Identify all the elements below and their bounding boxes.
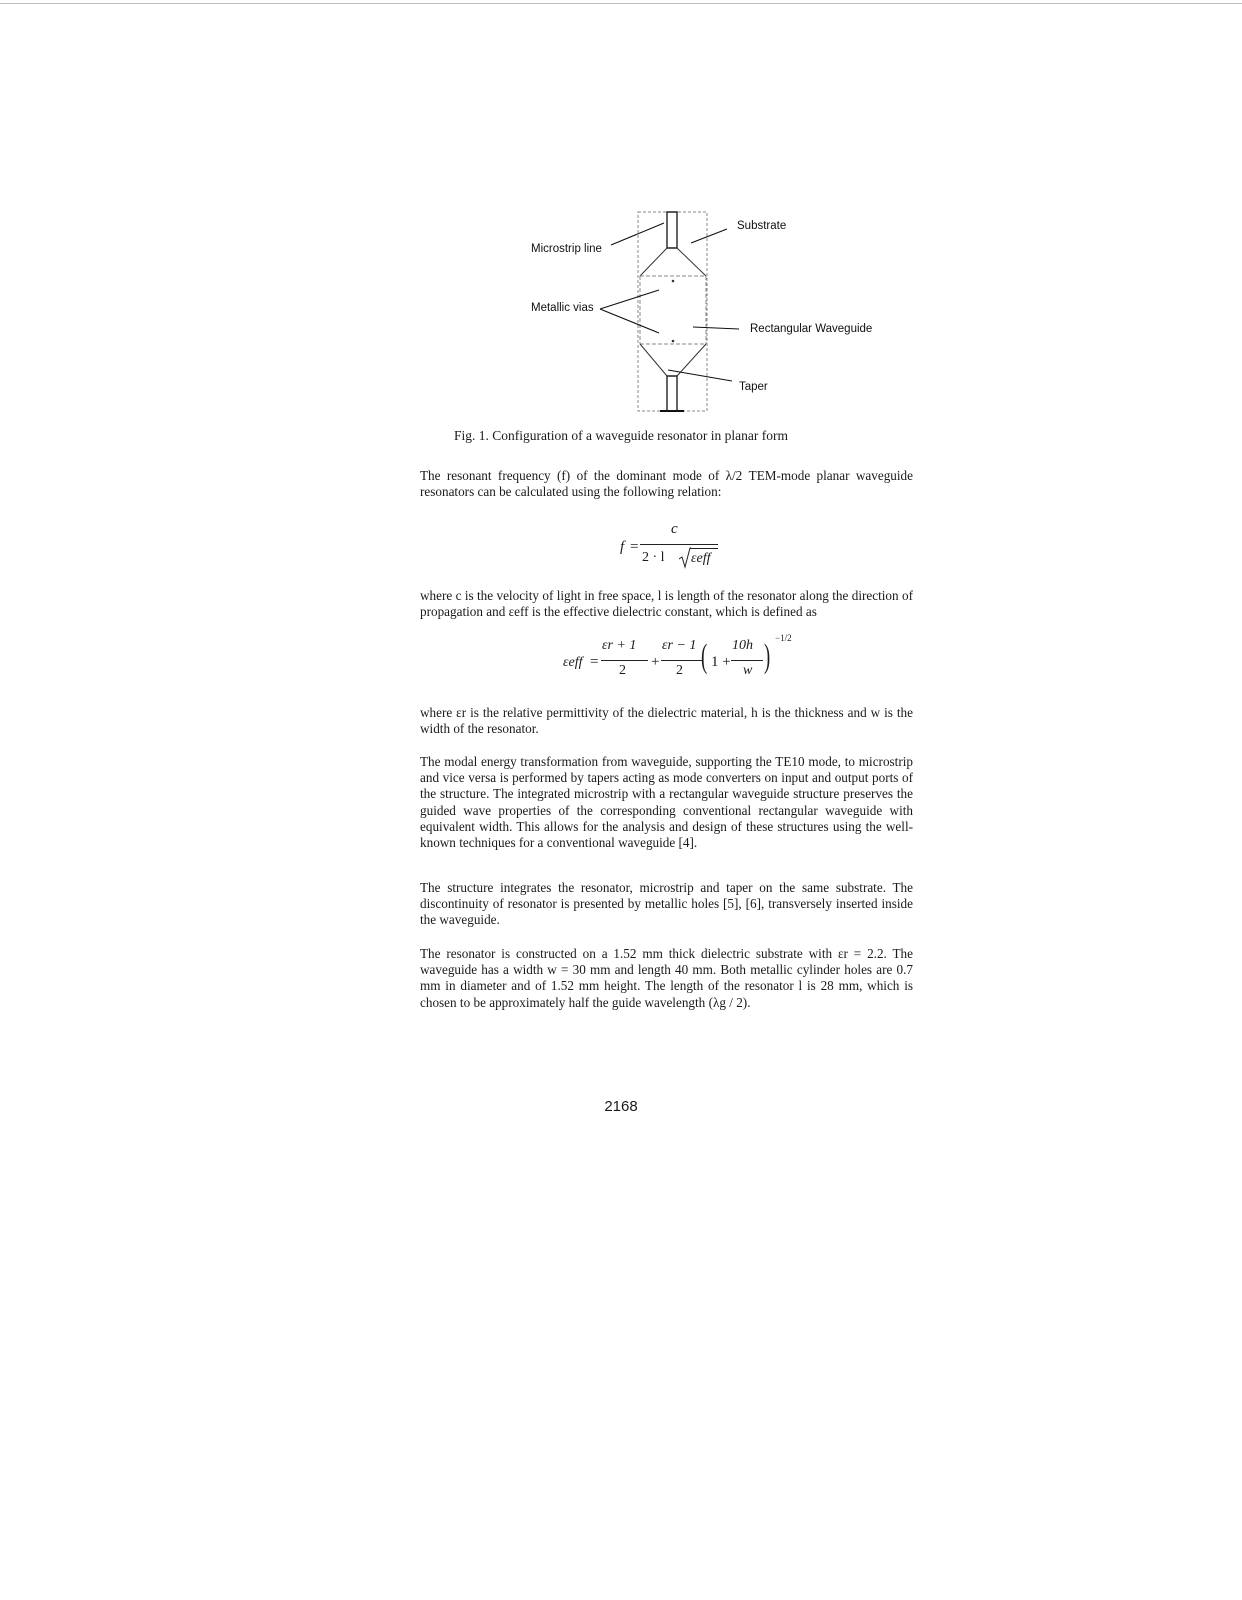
- paragraph-modal-energy: The modal energy transformation from waveguide, supporting the TE10 mode, to microstrip and vice versa is performed by tapers acting as mode converters on input and output ports of the structure. The integrated microstrip with a rectangular waveguide structure preserves the guided wave properties of the corresponding conventional rectangular waveguide with equivalent width. This allows for the analysis and design of these structures using the well-known techniques for a conventional waveguide [4].: [420, 754, 913, 851]
- eq2-equals: =: [590, 654, 599, 670]
- equation-effective-dielectric: [563, 633, 792, 688]
- eq2-exponent: −1/2: [775, 633, 792, 643]
- leader-via-top: [600, 290, 659, 309]
- eq1-sqrt-bar: [690, 548, 718, 549]
- eq2-plus: +: [651, 654, 660, 670]
- eq1-lhs: f: [620, 539, 625, 555]
- eq2-frac3-bar: [731, 660, 763, 661]
- via-top: [672, 280, 675, 283]
- paragraph-velocity-definitions: where c is the velocity of light in free space, l is length of the resonator along the direction of propagation and εeff is the effective dielectric constant, which is defined as: [420, 588, 913, 620]
- figure-1: [0, 0, 1242, 480]
- microstrip-line-bottom: [667, 376, 677, 411]
- label-substrate: Substrate: [737, 220, 787, 232]
- eq2-frac3-num: 10h: [732, 638, 753, 653]
- eq2-frac2-bar: [661, 660, 702, 661]
- waveguide-body: [640, 276, 706, 344]
- taper-top: [640, 248, 706, 276]
- page-number: 2168: [604, 1098, 638, 1115]
- paragraph-resonant-frequency: The resonant frequency (f) of the dominant mode of λ/2 TEM-mode planar waveguide resonators can be calculated using the following relation:: [420, 468, 913, 500]
- eq2-bracket-one: 1 +: [711, 654, 731, 670]
- eq2-lhs: εeff: [563, 655, 583, 670]
- substrate-outline: [638, 212, 707, 411]
- eq2-right-paren: ): [764, 638, 771, 675]
- eq1-sqrt-sign: [679, 547, 691, 569]
- equation-resonant-frequency: [620, 521, 720, 573]
- paragraph-resonator-construction: The resonator is constructed on a 1.52 mm thick dielectric substrate with εr = 2.2. The waveguide has a width w = 30 mm and length 40 mm. Both metallic cylinder holes are 0.7 mm in diameter and of 1.52 mm height. The length of the resonator l is 28 mm, which is chosen to be approximately half the guide wavelength (λg / 2).: [420, 946, 913, 1010]
- eq2-left-paren: (: [701, 638, 708, 675]
- label-microstrip-line: Microstrip line: [531, 243, 602, 255]
- eq1-numerator: c: [671, 521, 678, 537]
- leader-via-bottom: [600, 309, 659, 333]
- leader-waveguide: [693, 327, 739, 329]
- eq2-frac2-num: εr − 1: [662, 638, 697, 653]
- paragraph-permittivity-definitions: where εr is the relative permittivity of the dielectric material, h is the thickness and w is the width of the resonator.: [420, 705, 913, 737]
- via-bottom: [672, 340, 675, 343]
- label-rectangular-waveguide: Rectangular Waveguide: [750, 323, 873, 335]
- microstrip-line-top: [667, 212, 677, 248]
- eq2-frac2-den: 2: [676, 663, 683, 678]
- label-taper: Taper: [739, 381, 768, 393]
- eq2-frac1-bar: [601, 660, 648, 661]
- eq2-frac1-num: εr + 1: [602, 638, 637, 653]
- leader-substrate: [691, 229, 727, 243]
- label-metallic-vias: Metallic vias: [531, 302, 594, 314]
- eq1-denominator-root: εeff: [691, 551, 711, 566]
- eq1-fraction-bar: [640, 544, 718, 545]
- eq2-frac3-den: w: [743, 663, 753, 678]
- resonator-diagram: [0, 0, 1242, 480]
- eq2-frac1-den: 2: [619, 663, 626, 678]
- eq1-denominator-prefix: 2 · l: [642, 550, 665, 565]
- figure-caption: Fig. 1. Configuration of a waveguide resonator in planar form: [453, 428, 789, 443]
- eq1-equals: =: [630, 539, 639, 555]
- paragraph-structure-integration: The structure integrates the resonator, microstrip and taper on the same substrate. The discontinuity of resonator is presented by metallic holes [5], [6], transversely inserted inside the waveguide.: [420, 880, 913, 928]
